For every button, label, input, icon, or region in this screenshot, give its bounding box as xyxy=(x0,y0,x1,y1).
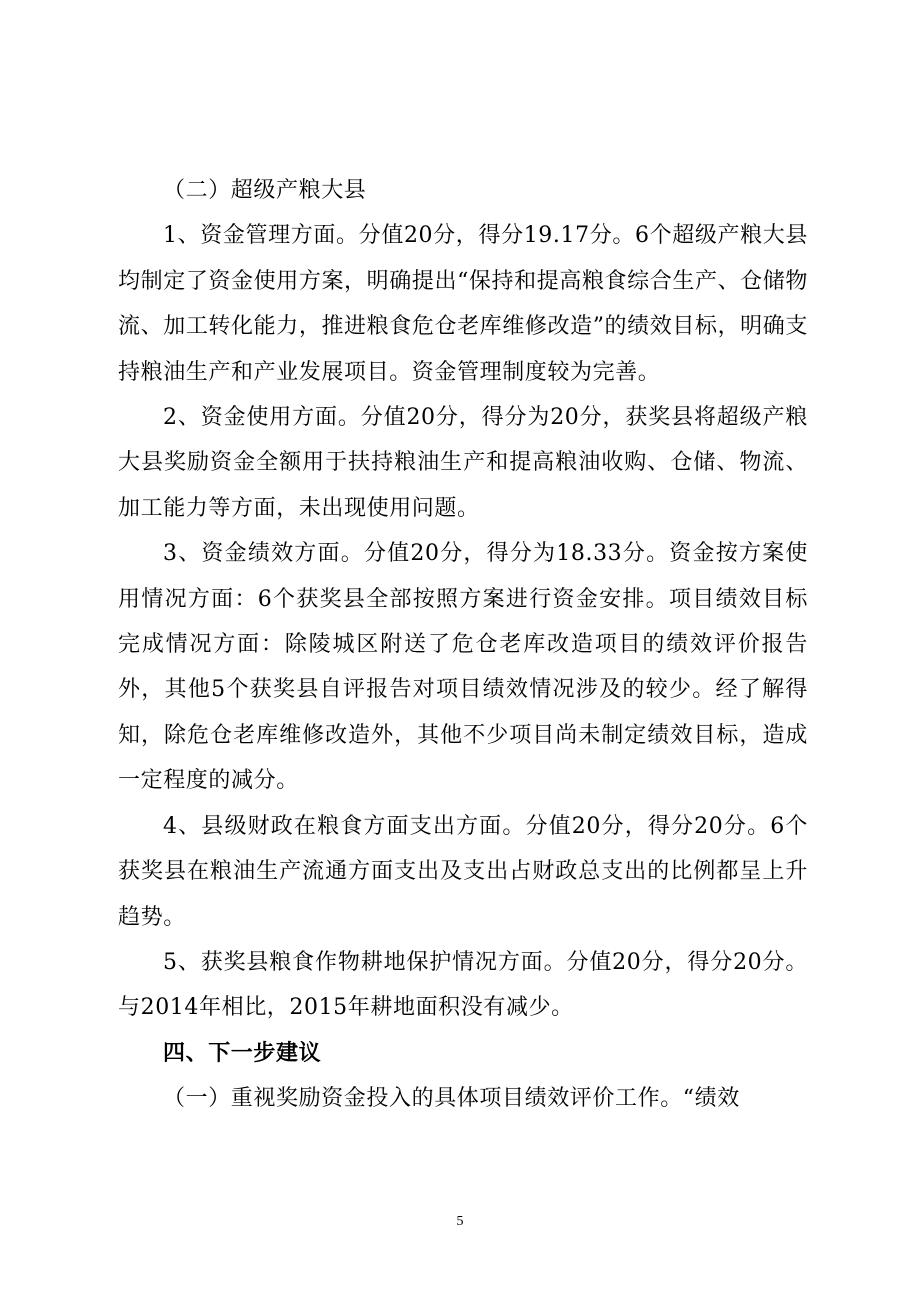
paragraph-fund-performance: 3、资金绩效方面。分值20分，得分为18.33分。资金按方案使用情况方面：6个获奖县全部按照方案进行资金安排。项目绩效目标完成情况方面：除陵城区附送了危仓老库改造项目的绩效评价报告外，其他5个获奖县自评报告对项目绩效情况涉及的较少。经了解得知，除危仓老库维修改造外，其他不少项目尚未制定绩效目标，造成一定程度的减分。 xyxy=(118,541,808,794)
paragraph-recommendation-1: （一）重视奖励资金投入的具体项目绩效评价工作。“绩效 xyxy=(163,1086,740,1112)
page-number: 5 xyxy=(456,1214,464,1229)
document-body xyxy=(118,168,808,1122)
paragraph-county-finance-expenditure: 4、县级财政在粮食方面支出方面。分值20分，得分20分。6个获奖县在粮油生产流通方面支出及支出占财政总支出的比例都呈上升趋势。 xyxy=(118,813,808,930)
paragraph-fund-management: 1、资金管理方面。分值20分，得分19.17分。6个超级产粮大县均制定了资金使用方案，明确提出“保持和提高粮食综合生产、仓储物流、加工转化能力，推进粮食危仓老库维修改造”的绩效目标，明确支持粮油生产和产业发展项目。资金管理制度较为完善。 xyxy=(118,223,808,385)
section-heading-next-steps: 四、下一步建议 xyxy=(163,1040,322,1066)
paragraph-fund-usage: 2、资金使用方面。分值20分，得分为20分，获奖县将超级产粮大县奖励资金全额用于扶持粮油生产和提高粮油收购、仓储、物流、加工能力等方面，未出现使用问题。 xyxy=(118,405,808,521)
subheading-super-grain-county: （二）超级产粮大县 xyxy=(163,178,367,203)
paragraph-farmland-protection: 5、获奖县粮食作物耕地保护情况方面。分值20分，得分20分。与2014年相比，2015年耕地面积没有减少。 xyxy=(118,949,808,1021)
